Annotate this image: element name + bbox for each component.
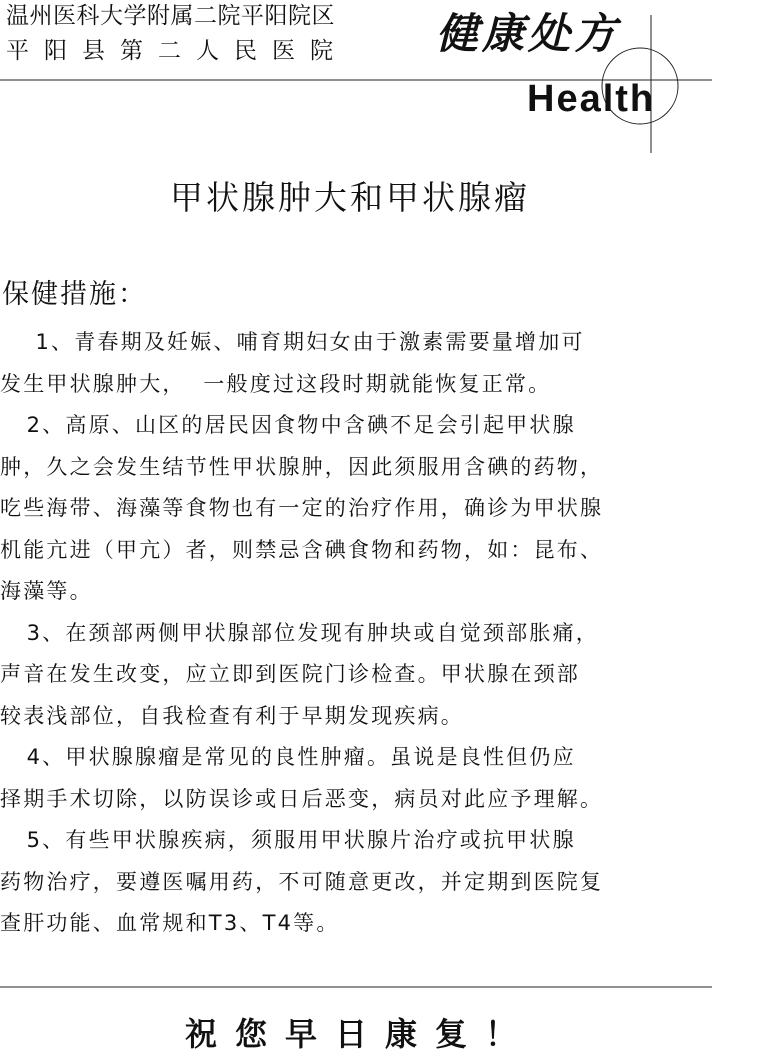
body-line: 药物治疗，要遵医嘱用药，不可随意更改，并定期到医院复 [0,869,604,894]
body-line: 机能亢进（甲亢）者，则禁忌含碘食物和药物，如：昆布、 [0,537,604,562]
body-line: 3、在颈部两侧甲状腺部位发现有肿块或自觉颈部胀痛， [0,620,599,645]
header-decoration [0,0,779,160]
body-line: 择期手术切除，以防误诊或日后恶变，病员对此应予理解。 [0,786,604,811]
article-title: 甲状腺肿大和甲状腺瘤 [170,178,530,217]
body-line: 1、青春期及妊娠、哺育期妇女由于激素需要量增加可 [0,330,585,354]
body-line: 声音在发生改变，应立即到医院门诊检查。甲状腺在颈部 [0,662,580,686]
body-line: 肿，久之会发生结节性甲状腺肿，因此须服用含碘的药物， [0,454,604,479]
body-line: 4、甲状腺腺瘤是常见的良性肿瘤。虽说是良性但仍应 [0,745,576,769]
body-line: 较表浅部位，自我检查有利于早期发现疾病。 [0,703,464,728]
hospital-name-line1: 温州医科大学附属二院平阳院区 [6,3,335,29]
body-line: 查肝功能、血常规和T3、T4等。 [0,911,340,935]
hospital-name-line2: 平阳县第二人民医院 [6,38,348,64]
article-body [0,322,760,945]
body-line: 发生甲状腺肿大， 一般度过这段时期就能恢复正常。 [0,371,552,396]
body-line: 海藻等。 [0,579,93,603]
body-line: 2、高原、山区的居民因食物中含碘不足会引起甲状腺 [0,413,576,437]
body-line: 吃些海带、海藻等食物也有一定的治疗作用，确诊为甲状腺 [0,496,604,520]
section-heading: 保健措施： [2,279,147,310]
brand-title-english: Health [527,78,656,120]
brand-title-chinese: 健康处方 [436,9,621,58]
body-line: 5、有些甲状腺疾病，须服用甲状腺片治疗或抗甲状腺 [0,828,576,852]
closing-wish: 祝您早日康复！ [184,1015,535,1053]
